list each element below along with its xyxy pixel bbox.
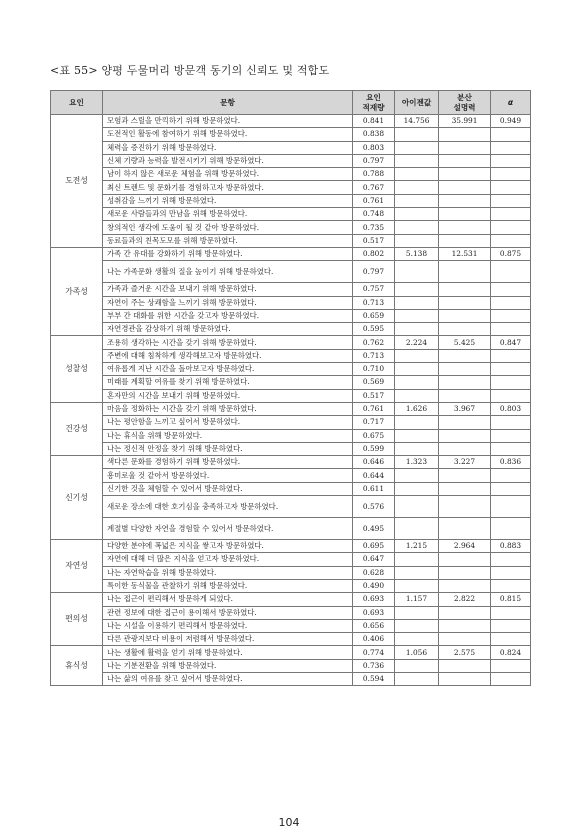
item-cell: 자연경관을 감상하기 위해 방문하였다. — [103, 323, 353, 336]
alpha-cell: 0.815 — [491, 593, 531, 606]
eigen-cell — [395, 283, 439, 296]
loading-cell: 0.659 — [353, 309, 395, 322]
table-row — [51, 247, 531, 260]
table-row — [51, 646, 531, 659]
variance-cell: 2.822 — [439, 593, 491, 606]
loading-cell: 0.788 — [353, 168, 395, 181]
loading-cell: 0.406 — [353, 633, 395, 646]
item-cell: 혼자만의 시간을 보내기 위해 방문하였다. — [103, 389, 353, 402]
loading-cell: 0.761 — [353, 194, 395, 207]
eigen-cell: 14.756 — [395, 115, 439, 128]
table-row — [51, 115, 531, 128]
eigen-cell — [395, 141, 439, 154]
factor-cell: 신기성 — [51, 456, 103, 540]
variance-cell — [439, 194, 491, 207]
eigen-cell — [395, 579, 439, 592]
variance-cell: 35.991 — [439, 115, 491, 128]
table-row — [51, 469, 531, 482]
variance-cell — [439, 442, 491, 455]
loading-cell: 0.767 — [353, 181, 395, 194]
variance-cell — [439, 283, 491, 296]
eigen-cell — [395, 168, 439, 181]
factor-cell: 도전성 — [51, 115, 103, 248]
item-cell: 색다른 문화를 경험하기 위해 방문하였다. — [103, 456, 353, 469]
loading-cell: 0.757 — [353, 283, 395, 296]
table-row — [51, 482, 531, 495]
eigen-cell — [395, 429, 439, 442]
alpha-cell — [491, 496, 531, 518]
table-row — [51, 376, 531, 389]
loading-cell: 0.646 — [353, 456, 395, 469]
eigen-cell — [395, 566, 439, 579]
item-cell: 도전적인 활동에 참여하기 위해 방문하였다. — [103, 128, 353, 141]
table-row — [51, 553, 531, 566]
alpha-cell — [491, 234, 531, 247]
variance-cell — [439, 181, 491, 194]
loading-cell: 0.774 — [353, 646, 395, 659]
table-row — [51, 323, 531, 336]
loading-cell: 0.713 — [353, 349, 395, 362]
factor-cell: 편의성 — [51, 593, 103, 646]
table-row — [51, 221, 531, 234]
variance-cell — [439, 296, 491, 309]
table-row — [51, 181, 531, 194]
eigen-cell — [395, 376, 439, 389]
alpha-cell — [491, 633, 531, 646]
table-row — [51, 456, 531, 469]
item-cell: 마음을 정화하는 시간을 갖기 위해 방문하였다. — [103, 402, 353, 415]
loading-cell: 0.495 — [353, 518, 395, 540]
item-cell: 성취감을 느끼기 위해 방문하였다. — [103, 194, 353, 207]
loading-cell: 0.710 — [353, 363, 395, 376]
factor-cell: 가족성 — [51, 247, 103, 335]
eigen-cell — [395, 389, 439, 402]
table-caption: <표 55> 양평 두물머리 방문객 동기의 신뢰도 및 적합도 — [50, 64, 330, 77]
loading-cell: 0.644 — [353, 469, 395, 482]
loading-cell: 0.647 — [353, 553, 395, 566]
alpha-cell — [491, 606, 531, 619]
eigen-cell — [395, 518, 439, 540]
eigen-cell — [395, 261, 439, 283]
variance-cell: 5.425 — [439, 336, 491, 349]
loading-cell: 0.736 — [353, 659, 395, 672]
variance-cell — [439, 376, 491, 389]
header-factor: 요인 — [51, 91, 103, 115]
variance-cell — [439, 261, 491, 283]
loading-cell: 0.797 — [353, 261, 395, 283]
variance-cell — [439, 469, 491, 482]
variance-cell — [439, 349, 491, 362]
variance-cell — [439, 154, 491, 167]
variance-cell: 3.227 — [439, 456, 491, 469]
eigen-cell — [395, 363, 439, 376]
table-row — [51, 566, 531, 579]
eigen-cell: 1.215 — [395, 540, 439, 553]
alpha-cell — [491, 283, 531, 296]
table-row — [51, 234, 531, 247]
item-cell: 부부 간 대화를 위한 시간을 갖고자 방문하였다. — [103, 309, 353, 322]
loading-cell: 0.675 — [353, 429, 395, 442]
variance-cell — [439, 323, 491, 336]
table-row — [51, 606, 531, 619]
eigen-cell — [395, 416, 439, 429]
alpha-cell — [491, 154, 531, 167]
eigen-cell — [395, 469, 439, 482]
table-row — [51, 429, 531, 442]
item-cell: 나는 휴식을 위해 방문하였다. — [103, 429, 353, 442]
item-cell: 미래를 계획할 여유를 찾기 위해 방문하였다. — [103, 376, 353, 389]
alpha-cell — [491, 389, 531, 402]
alpha-cell: 0.824 — [491, 646, 531, 659]
loading-cell: 0.576 — [353, 496, 395, 518]
eigen-cell — [395, 181, 439, 194]
variance-cell: 3.967 — [439, 402, 491, 415]
variance-cell — [439, 518, 491, 540]
table-row — [51, 672, 531, 685]
eigen-cell — [395, 496, 439, 518]
alpha-cell — [491, 482, 531, 495]
loading-cell: 0.628 — [353, 566, 395, 579]
item-cell: 나는 시설을 이용하기 편리해서 방문하였다. — [103, 619, 353, 632]
factor-cell: 건강성 — [51, 402, 103, 455]
alpha-cell: 0.875 — [491, 247, 531, 260]
variance-cell — [439, 389, 491, 402]
variance-cell — [439, 579, 491, 592]
table-row — [51, 619, 531, 632]
table-row — [51, 168, 531, 181]
item-cell: 나는 생활에 활력을 얻기 위해 방문하였다. — [103, 646, 353, 659]
eigen-cell — [395, 221, 439, 234]
item-cell: 나는 자연학습을 위해 방문하였다. — [103, 566, 353, 579]
table-row — [51, 518, 531, 540]
eigen-cell: 1.323 — [395, 456, 439, 469]
eigen-cell — [395, 553, 439, 566]
item-cell: 나는 접근이 편리해서 방문하게 되었다. — [103, 593, 353, 606]
factor-cell: 휴식성 — [51, 646, 103, 686]
alpha-cell — [491, 141, 531, 154]
variance-cell — [439, 659, 491, 672]
loading-cell: 0.693 — [353, 593, 395, 606]
alpha-cell — [491, 469, 531, 482]
variance-cell — [439, 208, 491, 221]
variance-cell — [439, 672, 491, 685]
loading-cell: 0.761 — [353, 402, 395, 415]
table-row — [51, 633, 531, 646]
alpha-cell — [491, 376, 531, 389]
variance-cell — [439, 309, 491, 322]
item-cell: 특이한 동식물을 관찰하기 위해 방문하였다. — [103, 579, 353, 592]
table-row — [51, 194, 531, 207]
loading-cell: 0.797 — [353, 154, 395, 167]
loading-cell: 0.762 — [353, 336, 395, 349]
eigen-cell: 1.056 — [395, 646, 439, 659]
item-cell: 최신 트렌드 및 문화기를 경험하고자 방문하였다. — [103, 181, 353, 194]
eigen-cell — [395, 606, 439, 619]
eigen-cell — [395, 128, 439, 141]
variance-cell — [439, 128, 491, 141]
alpha-cell — [491, 309, 531, 322]
table-row — [51, 154, 531, 167]
alpha-cell — [491, 296, 531, 309]
alpha-cell — [491, 261, 531, 283]
table-row — [51, 309, 531, 322]
item-cell: 창의적인 생각에 도움이 될 것 같아 방문하였다. — [103, 221, 353, 234]
variance-cell — [439, 619, 491, 632]
alpha-cell: 0.883 — [491, 540, 531, 553]
table-row — [51, 540, 531, 553]
item-cell: 나는 삶의 여유를 찾고 싶어서 방문하였다. — [103, 672, 353, 685]
table-row — [51, 659, 531, 672]
table-row — [51, 261, 531, 283]
eigen-cell — [395, 442, 439, 455]
item-cell: 나는 가족문화 생활의 질을 높이기 위해 방문하였다. — [103, 261, 353, 283]
table-row — [51, 416, 531, 429]
item-cell: 나는 정신적 안정을 찾기 위해 방문하였다. — [103, 442, 353, 455]
loading-cell: 0.611 — [353, 482, 395, 495]
factor-cell: 자연성 — [51, 540, 103, 593]
item-cell: 다른 관광지보다 비용이 저렴해서 방문하였다. — [103, 633, 353, 646]
table-row — [51, 363, 531, 376]
eigen-cell — [395, 208, 439, 221]
alpha-cell — [491, 672, 531, 685]
header-alpha: α — [491, 91, 531, 115]
alpha-cell — [491, 181, 531, 194]
variance-cell — [439, 363, 491, 376]
alpha-cell — [491, 349, 531, 362]
item-cell: 나는 평안함을 느끼고 싶어서 방문하였다. — [103, 416, 353, 429]
loading-cell: 0.490 — [353, 579, 395, 592]
table-row — [51, 128, 531, 141]
alpha-cell — [491, 518, 531, 540]
variance-cell: 2.964 — [439, 540, 491, 553]
variance-cell — [439, 633, 491, 646]
loading-cell: 0.717 — [353, 416, 395, 429]
alpha-cell — [491, 416, 531, 429]
eigen-cell — [395, 619, 439, 632]
eigen-cell — [395, 309, 439, 322]
loading-cell: 0.517 — [353, 234, 395, 247]
table-row — [51, 296, 531, 309]
table-row — [51, 579, 531, 592]
variance-cell — [439, 566, 491, 579]
item-cell: 동료들과의 친목도모를 위해 방문하였다. — [103, 234, 353, 247]
reliability-table — [50, 90, 531, 686]
header-item: 문항 — [103, 91, 353, 115]
header-row — [51, 91, 531, 115]
alpha-cell — [491, 194, 531, 207]
header-variance: 분산 설명력 — [439, 91, 491, 115]
page-number: 104 — [278, 816, 300, 829]
variance-cell — [439, 416, 491, 429]
loading-cell: 0.838 — [353, 128, 395, 141]
variance-cell — [439, 553, 491, 566]
loading-cell: 0.693 — [353, 606, 395, 619]
table-row — [51, 389, 531, 402]
variance-cell: 2.575 — [439, 646, 491, 659]
eigen-cell: 5.138 — [395, 247, 439, 260]
item-cell: 자연이 주는 상쾌함을 느끼기 위해 방문하였다. — [103, 296, 353, 309]
loading-cell: 0.595 — [353, 323, 395, 336]
eigen-cell — [395, 234, 439, 247]
loading-cell: 0.748 — [353, 208, 395, 221]
table-row — [51, 593, 531, 606]
table-row — [51, 283, 531, 296]
eigen-cell — [395, 659, 439, 672]
loading-cell: 0.803 — [353, 141, 395, 154]
eigen-cell — [395, 194, 439, 207]
alpha-cell: 0.949 — [491, 115, 531, 128]
variance-cell: 12.531 — [439, 247, 491, 260]
table-row — [51, 349, 531, 362]
item-cell: 조용히 생각하는 시간을 갖기 위해 방문하였다. — [103, 336, 353, 349]
eigen-cell — [395, 154, 439, 167]
variance-cell — [439, 141, 491, 154]
loading-cell: 0.656 — [353, 619, 395, 632]
table-row — [51, 208, 531, 221]
loading-cell: 0.802 — [353, 247, 395, 260]
table-row — [51, 496, 531, 518]
variance-cell — [439, 168, 491, 181]
variance-cell — [439, 606, 491, 619]
item-cell: 주변에 대해 침착하게 생각해보고자 방문하였다. — [103, 349, 353, 362]
eigen-cell: 2.224 — [395, 336, 439, 349]
eigen-cell — [395, 482, 439, 495]
eigen-cell: 1.626 — [395, 402, 439, 415]
alpha-cell: 0.803 — [491, 402, 531, 415]
item-cell: 가족 간 유대를 강화하기 위해 방문하였다. — [103, 247, 353, 260]
factor-cell: 성찰성 — [51, 336, 103, 402]
alpha-cell — [491, 579, 531, 592]
alpha-cell: 0.836 — [491, 456, 531, 469]
variance-cell — [439, 496, 491, 518]
loading-cell: 0.599 — [353, 442, 395, 455]
loading-cell: 0.594 — [353, 672, 395, 685]
item-cell: 새로운 사람들과의 만남을 위해 방문하였다. — [103, 208, 353, 221]
loading-cell: 0.517 — [353, 389, 395, 402]
variance-cell — [439, 482, 491, 495]
alpha-cell — [491, 128, 531, 141]
item-cell: 남이 하지 않은 새로운 체험을 위해 방문하였다. — [103, 168, 353, 181]
alpha-cell — [491, 429, 531, 442]
variance-cell — [439, 234, 491, 247]
item-cell: 다양한 분야에 폭넓은 지식을 쌓고자 방문하였다. — [103, 540, 353, 553]
variance-cell — [439, 429, 491, 442]
item-cell: 신체 기량과 능력을 발전시키기 위해 방문하였다. — [103, 154, 353, 167]
item-cell: 나는 기분전환을 위해 방문하였다. — [103, 659, 353, 672]
eigen-cell: 1.157 — [395, 593, 439, 606]
loading-cell: 0.713 — [353, 296, 395, 309]
table-row — [51, 336, 531, 349]
eigen-cell — [395, 296, 439, 309]
table-row — [51, 402, 531, 415]
item-cell: 계절별 다양한 자연을 경험할 수 있어서 방문하였다. — [103, 518, 353, 540]
item-cell: 여유롭게 지난 시간을 돌아보고자 방문하였다. — [103, 363, 353, 376]
loading-cell: 0.735 — [353, 221, 395, 234]
variance-cell — [439, 221, 491, 234]
loading-cell: 0.695 — [353, 540, 395, 553]
item-cell: 관련 정보에 대한 접근이 용이해서 방문하였다. — [103, 606, 353, 619]
item-cell: 자연에 대해 더 많은 지식을 얻고자 방문하였다. — [103, 553, 353, 566]
alpha-cell — [491, 619, 531, 632]
item-cell: 모험과 스릴을 만끽하기 위해 방문하였다. — [103, 115, 353, 128]
table-row — [51, 442, 531, 455]
alpha-cell — [491, 221, 531, 234]
header-loading: 요인 적재량 — [353, 91, 395, 115]
alpha-cell — [491, 442, 531, 455]
alpha-cell: 0.847 — [491, 336, 531, 349]
alpha-cell — [491, 659, 531, 672]
alpha-cell — [491, 363, 531, 376]
eigen-cell — [395, 633, 439, 646]
loading-cell: 0.841 — [353, 115, 395, 128]
item-cell: 새로운 장소에 대한 호기심을 충족하고자 방문하였다. — [103, 496, 353, 518]
item-cell: 가족과 즐거운 시간을 보내기 위해 방문하였다. — [103, 283, 353, 296]
item-cell: 신기한 것을 체험할 수 있어서 방문하였다. — [103, 482, 353, 495]
eigen-cell — [395, 323, 439, 336]
alpha-cell — [491, 168, 531, 181]
alpha-cell — [491, 323, 531, 336]
table-row — [51, 141, 531, 154]
item-cell: 체력을 증진하기 위해 방문하였다. — [103, 141, 353, 154]
item-cell: 흥미로울 것 같아서 방문하였다. — [103, 469, 353, 482]
table-body — [51, 115, 531, 686]
alpha-cell — [491, 566, 531, 579]
header-eigen: 아이젠값 — [395, 91, 439, 115]
alpha-cell — [491, 208, 531, 221]
loading-cell: 0.569 — [353, 376, 395, 389]
alpha-cell — [491, 553, 531, 566]
eigen-cell — [395, 672, 439, 685]
eigen-cell — [395, 349, 439, 362]
